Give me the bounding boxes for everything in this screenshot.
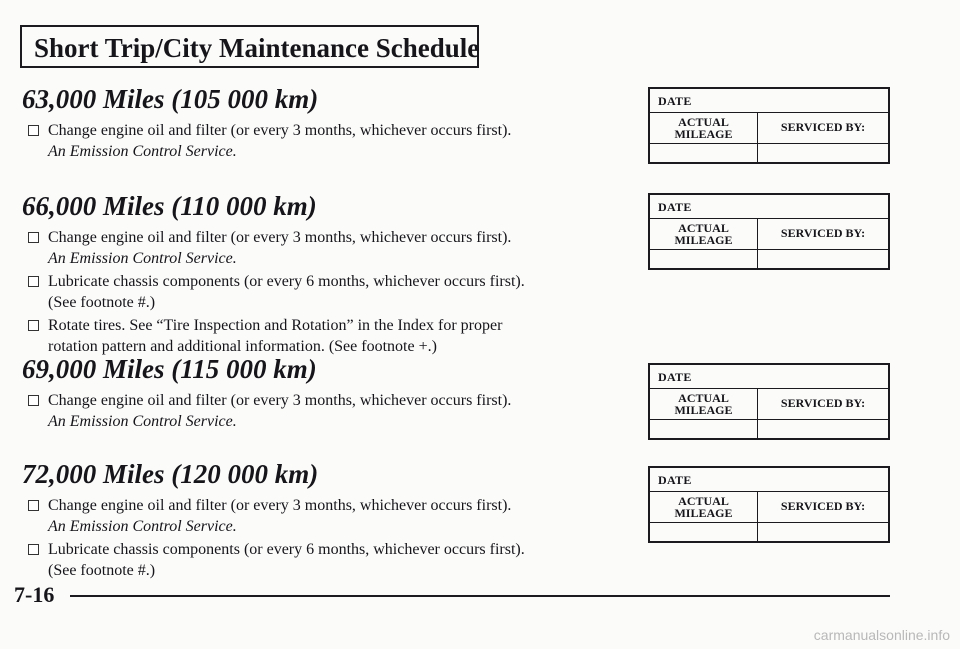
page-title: Short Trip/City Maintenance Schedule [34,33,480,63]
checkbox-icon[interactable] [28,125,39,136]
mileage-label-line-2: MILEAGE [674,402,733,417]
checkbox-icon[interactable] [28,500,39,511]
date-field[interactable] [650,89,888,113]
service-item-text: Change engine oil and filter (or every 3 months, whichever occurs first). [48,392,512,409]
service-item-text: Lubricate chassis components (or every 6 months, whichever occurs first). [48,541,525,558]
section-heading: 72,000 Miles (120 000 km) [22,459,319,489]
serviced-by-label: SERVICED BY: [758,218,888,250]
actual-mileage-label [650,491,758,523]
page-title-box [20,25,479,68]
service-record-box [648,193,890,270]
checkbox-icon[interactable] [28,320,39,331]
footer-rule [70,595,890,597]
actual-mileage-field[interactable] [650,523,758,541]
actual-mileage-label [650,218,758,250]
date-label: DATE [658,94,692,108]
mileage-label-line-2: MILEAGE [674,232,733,247]
watermark: carmanualsonline.info [813,627,950,643]
service-item-text: Lubricate chassis components (or every 6 months, whichever occurs first). [48,273,525,290]
mileage-label-line-2: MILEAGE [674,126,733,141]
serviced-by-label: SERVICED BY: [758,388,888,420]
service-record-box [648,363,890,440]
schedule-section [22,354,622,434]
schedule-section [22,459,622,583]
emission-note: An Emission Control Service. [48,250,237,267]
service-record-box [648,466,890,543]
service-item-text: Change engine oil and filter (or every 3 months, whichever occurs first). [48,229,512,246]
mileage-label-line-1: ACTUAL [678,390,729,405]
checkbox-icon[interactable] [28,544,39,555]
service-item [22,227,622,269]
actual-mileage-field[interactable] [650,144,758,162]
serviced-by-label: SERVICED BY: [758,112,888,144]
schedule-section [22,84,622,164]
service-record-box [648,87,890,164]
service-item-text: Change engine oil and filter (or every 3 months, whichever occurs first). [48,122,512,139]
emission-note: An Emission Control Service. [48,143,237,160]
service-item [22,390,622,432]
service-item [22,539,622,581]
checkbox-icon[interactable] [28,276,39,287]
service-item [22,120,622,162]
service-item [22,271,622,313]
checkbox-icon[interactable] [28,395,39,406]
emission-note: An Emission Control Service. [48,518,237,535]
date-label: DATE [658,370,692,384]
date-field[interactable] [650,468,888,492]
emission-note: An Emission Control Service. [48,413,237,430]
date-field[interactable] [650,195,888,219]
mileage-label-line-1: ACTUAL [678,493,729,508]
mileage-label-line-1: ACTUAL [678,114,729,129]
date-field[interactable] [650,365,888,389]
actual-mileage-label [650,388,758,420]
service-item-text: (See footnote #.) [48,562,156,579]
service-item-text: Rotate tires. See “Tire Inspection and Rotation” in the Index for proper [48,317,503,334]
actual-mileage-field[interactable] [650,250,758,268]
mileage-label-line-2: MILEAGE [674,505,733,520]
section-heading: 69,000 Miles (115 000 km) [22,354,317,384]
mileage-label-line-1: ACTUAL [678,220,729,235]
service-item [22,315,622,357]
date-label: DATE [658,473,692,487]
section-heading: 63,000 Miles (105 000 km) [22,84,319,114]
actual-mileage-field[interactable] [650,420,758,438]
date-label: DATE [658,200,692,214]
service-item-text: Change engine oil and filter (or every 3 months, whichever occurs first). [48,497,512,514]
service-item-text: rotation pattern and additional information. (See footnote +.) [48,338,437,355]
page-number: 7-16 [14,582,55,607]
service-item [22,495,622,537]
checkbox-icon[interactable] [28,232,39,243]
actual-mileage-label [650,112,758,144]
section-heading: 66,000 Miles (110 000 km) [22,191,317,221]
serviced-by-label: SERVICED BY: [758,491,888,523]
schedule-section [22,191,622,359]
service-item-text: (See footnote #.) [48,294,156,311]
